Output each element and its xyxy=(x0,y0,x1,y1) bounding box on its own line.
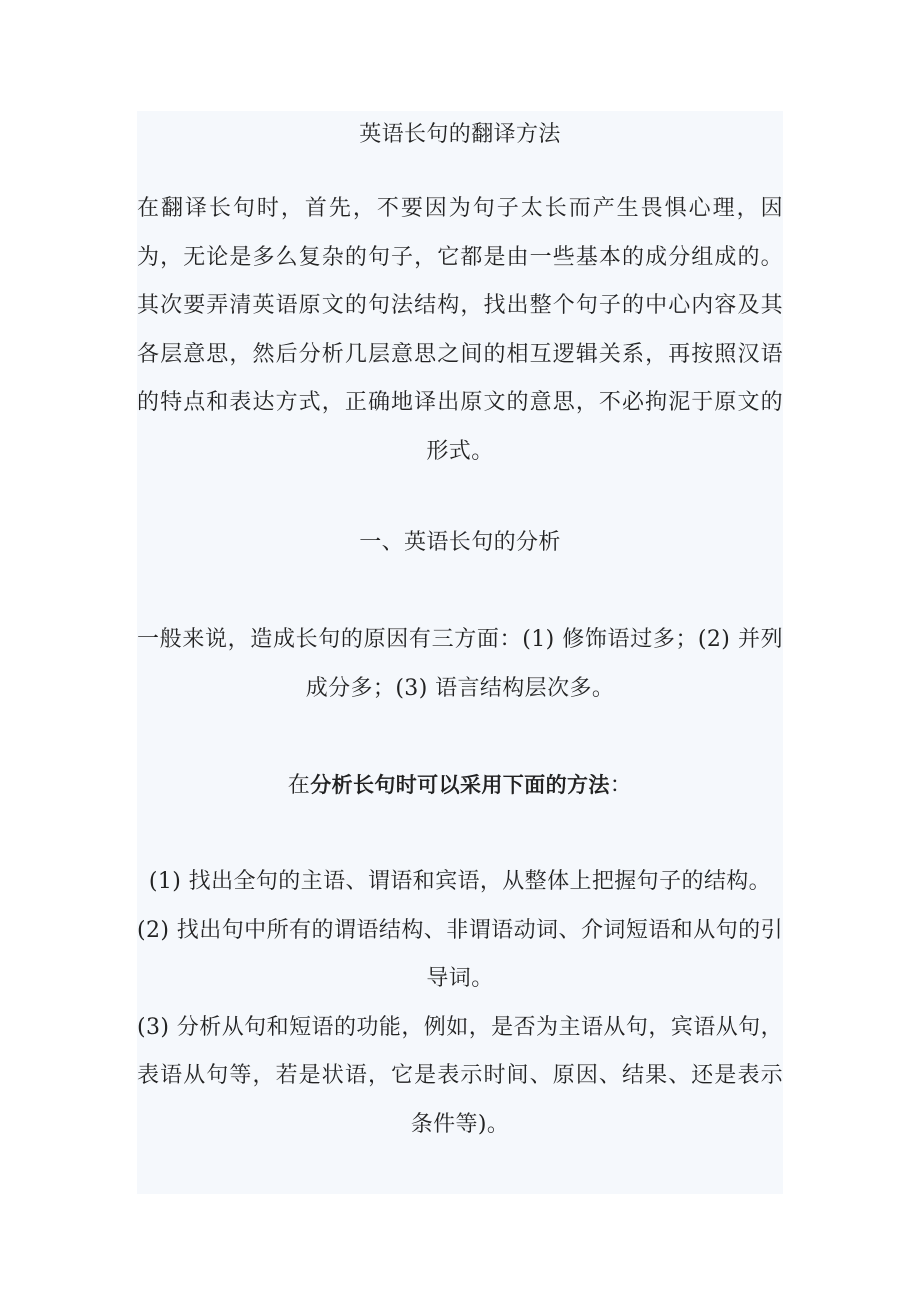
document-page xyxy=(137,111,783,1194)
section-heading: 一、英语长句的分析 xyxy=(359,530,561,555)
methods-heading-suffix: ： xyxy=(609,773,633,798)
methods-heading xyxy=(137,761,783,811)
step-item: (3) 分析从句和短语的功能，例如，是否为主语从句，宾语从句，表语从句等，若是状语，它是表示时间、原因、结果、还是表示条件等)。 xyxy=(137,1014,783,1137)
step-item: (2) 找出句中所有的谓语结构、非谓语动词、介词短语和从句的引导词。 xyxy=(137,917,783,991)
intro-paragraph: 在翻译长句时，首先，不要因为句子太长而产生畏惧心理，因为，无论是多么复杂的句子，它都是由一些基本的成分组成的。其次要弄清英语原文的句法结构，找出整个句子的中心内容及其各层意思，然后分析几层意思之间的相互逻辑关系，再按照汉语的特点和表达方式，正确地译出原文的意思，不必拘泥于原文的形式。 xyxy=(137,196,783,464)
step-item: (1) 找出全句的主语、谓语和宾语，从整体上把握句子的结构。 xyxy=(148,869,772,894)
methods-heading-prefix: 在 xyxy=(287,773,311,798)
steps-list xyxy=(137,858,783,1149)
document-title: 英语长句的翻译方法 xyxy=(359,122,561,147)
methods-heading-bold: 分析长句时可以采用下面的方法 xyxy=(310,773,610,797)
reasons-paragraph: 一般来说，造成长句的原因有三方面：(1) 修饰语过多；(2) 并列成分多；(3) 语言结构层次多。 xyxy=(137,627,783,701)
